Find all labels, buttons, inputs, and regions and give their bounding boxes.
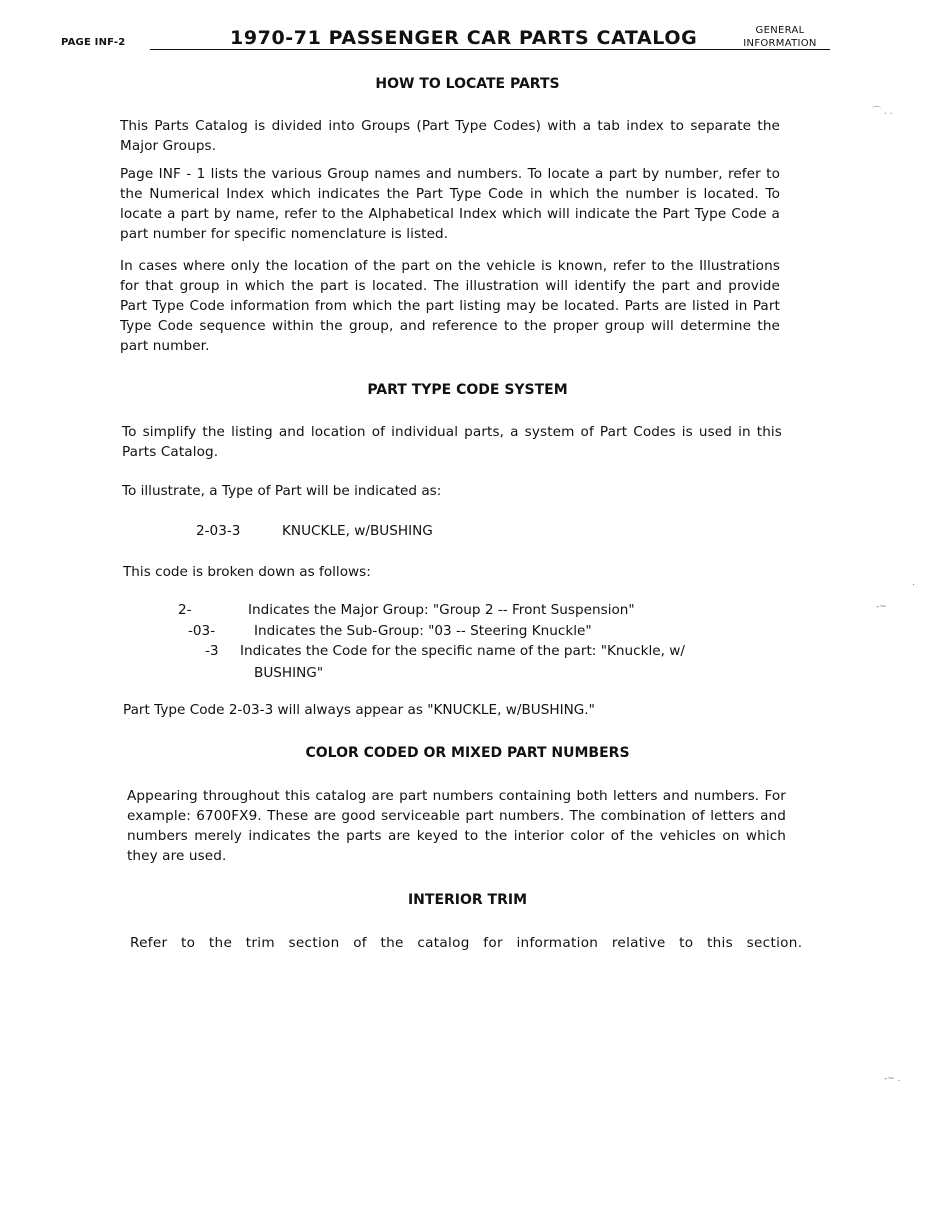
heading-how-to-locate-parts: HOW TO LOCATE PARTS [375, 76, 560, 92]
breakdown-text-name-cont: BUSHING" [254, 665, 324, 681]
scan-speck: . [912, 578, 915, 588]
section-label [730, 24, 830, 50]
breakdown-code-name: -3 [205, 643, 219, 659]
breakdown-code-major: 2- [178, 602, 192, 618]
ptc-paragraph-4: Part Type Code 2-03-3 will always appear as "KNUCKLE, w/BUSHING." [123, 702, 595, 718]
heading-part-type-code-system: PART TYPE CODE SYSTEM [367, 382, 568, 398]
ptc-paragraph-2: To illustrate, a Type of Part will be indicated as: [122, 483, 442, 499]
breakdown-code-sub: -03- [188, 623, 216, 639]
scan-speck: ⌒ . . [872, 107, 893, 117]
section-label-line2: INFORMATION [743, 38, 817, 49]
page-title: 1970-71 PASSENGER CAR PARTS CATALOG [230, 27, 698, 49]
page-number: PAGE INF-2 [61, 37, 126, 48]
breakdown-text-sub: Indicates the Sub-Group: "03 -- Steering Knuckle" [254, 623, 592, 639]
header-rule [150, 49, 830, 50]
ptc-paragraph-3: This code is broken down as follows: [123, 564, 371, 580]
heading-color-coded-part-numbers: COLOR CODED OR MIXED PART NUMBERS [305, 745, 630, 761]
locate-paragraph-2: Page INF - 1 lists the various Group names and numbers. To locate a part by number, refer to the Numerical Index which indicates the Part Type Code in which the number is located. To locate a part by name, refer to the Alphabetical Index which will indicate the Part Type Code a part number for specific nomenclature is listed. [120, 166, 780, 242]
locate-paragraph-1: This Parts Catalog is divided into Groups (Part Type Codes) with a tab index to separate the Major Groups. [120, 118, 780, 154]
example-part-name: KNUCKLE, w/BUSHING [282, 523, 433, 539]
ptc-paragraph-1: To simplify the listing and location of individual parts, a system of Part Codes is used in this Parts Catalog. [122, 424, 782, 460]
example-code: 2-03-3 [196, 523, 241, 539]
breakdown-text-name: Indicates the Code for the specific name of the part: "Knuckle, w/ [240, 643, 685, 659]
trim-paragraph-1: Refer to the trim section of the catalog for information relative to this section. [130, 935, 803, 951]
color-paragraph-1: Appearing throughout this catalog are part numbers containing both letters and numbers. For example: 6700FX9. These are good serviceable part numbers. The combination of letters and numbers merely indicates the parts are keyed to the interior color of the vehicles on which they are used. [127, 788, 786, 864]
locate-paragraph-3: In cases where only the location of the part on the vehicle is known, refer to the Illustrations for that group in which the part is located. The illustration will identify the part and provide Part Type Code information from which the part listing may be located. Parts are listed in Part Type Code sequence within the group, and reference to the proper group will determine the part number. [120, 258, 780, 354]
breakdown-text-major: Indicates the Major Group: "Group 2 -- Front Suspension" [248, 602, 635, 618]
section-label-line1: GENERAL [755, 25, 805, 36]
scan-speck: -~ [876, 602, 887, 612]
scan-speck: -~ . [884, 1074, 901, 1084]
heading-interior-trim: INTERIOR TRIM [407, 892, 528, 908]
